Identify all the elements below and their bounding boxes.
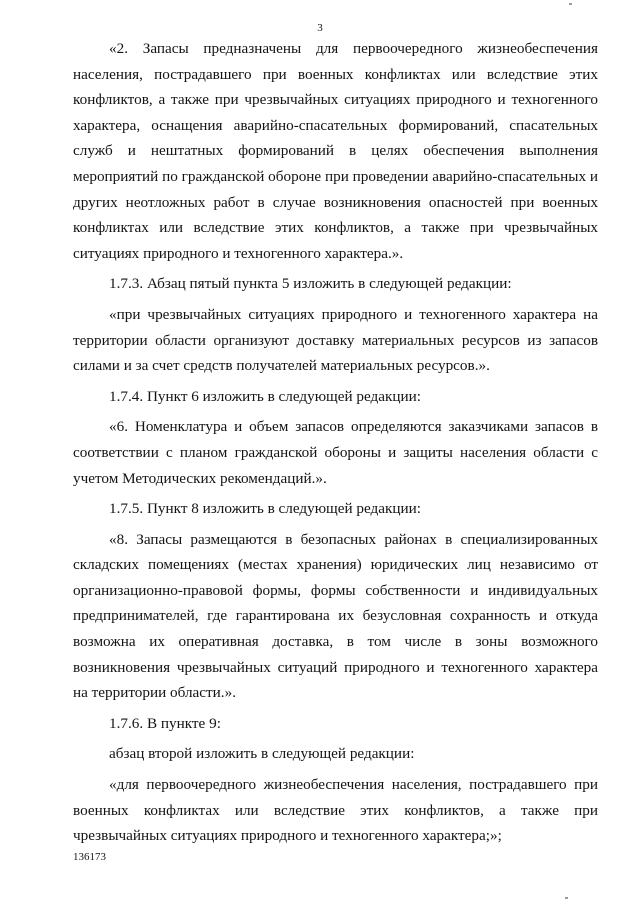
paragraph-clause-2: «2. Запасы предназначены для первоочередного жизнеобеспечения населения, пострадавшего при военных конфликтах или вследствие этих конфликтов, а также при чрезвычайных ситуациях природного и техногенного характера, оснащения аварийно-спасательных формирований, спасательных служб и нештатных формирований в целях обеспечения выполнения мероприятий по гражданской обороне при проведении аварийно-спасательных и других неотложных работ в случае возникновения опасностей при военных конфликтах или вследствие этих конфликтов, а также при чрезвычайных ситуациях природного и техногенного характера.». — [73, 40, 598, 262]
paragraph-clause-5-text: «при чрезвычайных ситуациях природного и техногенного характера на территории области организуют доставку материальных ресурсов из запасов силами и за счет средств получателей материальных ресурсов.». — [73, 305, 598, 375]
paragraph-1-7-5: 1.7.5. Пункт 8 изложить в следующей редакции: — [109, 500, 422, 518]
paragraph-clause-9-text: «для первоочередного жизнеобеспечения населения, пострадавшего при военных конфликтах или вследствие этих конфликтов, а также при чрезвычайных ситуациях природного и техногенного характера;»; — [73, 776, 598, 845]
paragraph-1-7-4: 1.7.4. Пункт 6 изложить в следующей редакции: — [109, 387, 422, 405]
paragraph-1-7-6: 1.7.6. В пункте 9: — [109, 714, 221, 732]
paragraph-clause-6-text: «6. Номенклатура и объем запасов определяются заказчиками запасов в соответствии с планом гражданской обороны и защиты населения области с учетом Методических рекомендаций.». — [73, 418, 598, 487]
document-code: 136173 — [73, 851, 106, 863]
paragraph-second-abzac: абзац второй изложить в следующей редакции: — [109, 745, 415, 763]
paragraph-1-7-3: 1.7.3. Абзац пятый пункта 5 изложить в следующей редакции: — [109, 275, 512, 293]
document-body — [73, 36, 598, 854]
scan-mark-bottom — [565, 897, 568, 899]
paragraph-clause-8-text: «8. Запасы размещаются в безопасных районах в специализированных складских помещениях (местах хранения) юридических лиц независимо от организационно-правовой формы, формы собственности и индивидуальных предпринимателей, где гарантирована их безусловная сохранность и откуда возможна их оперативная доставка, в том числе в зоны возможного возникновения чрезвычайных ситуаций природного и техногенного характера на территории области.». — [73, 530, 598, 702]
page-number: 3 — [317, 22, 323, 34]
scan-mark-top — [569, 3, 572, 5]
